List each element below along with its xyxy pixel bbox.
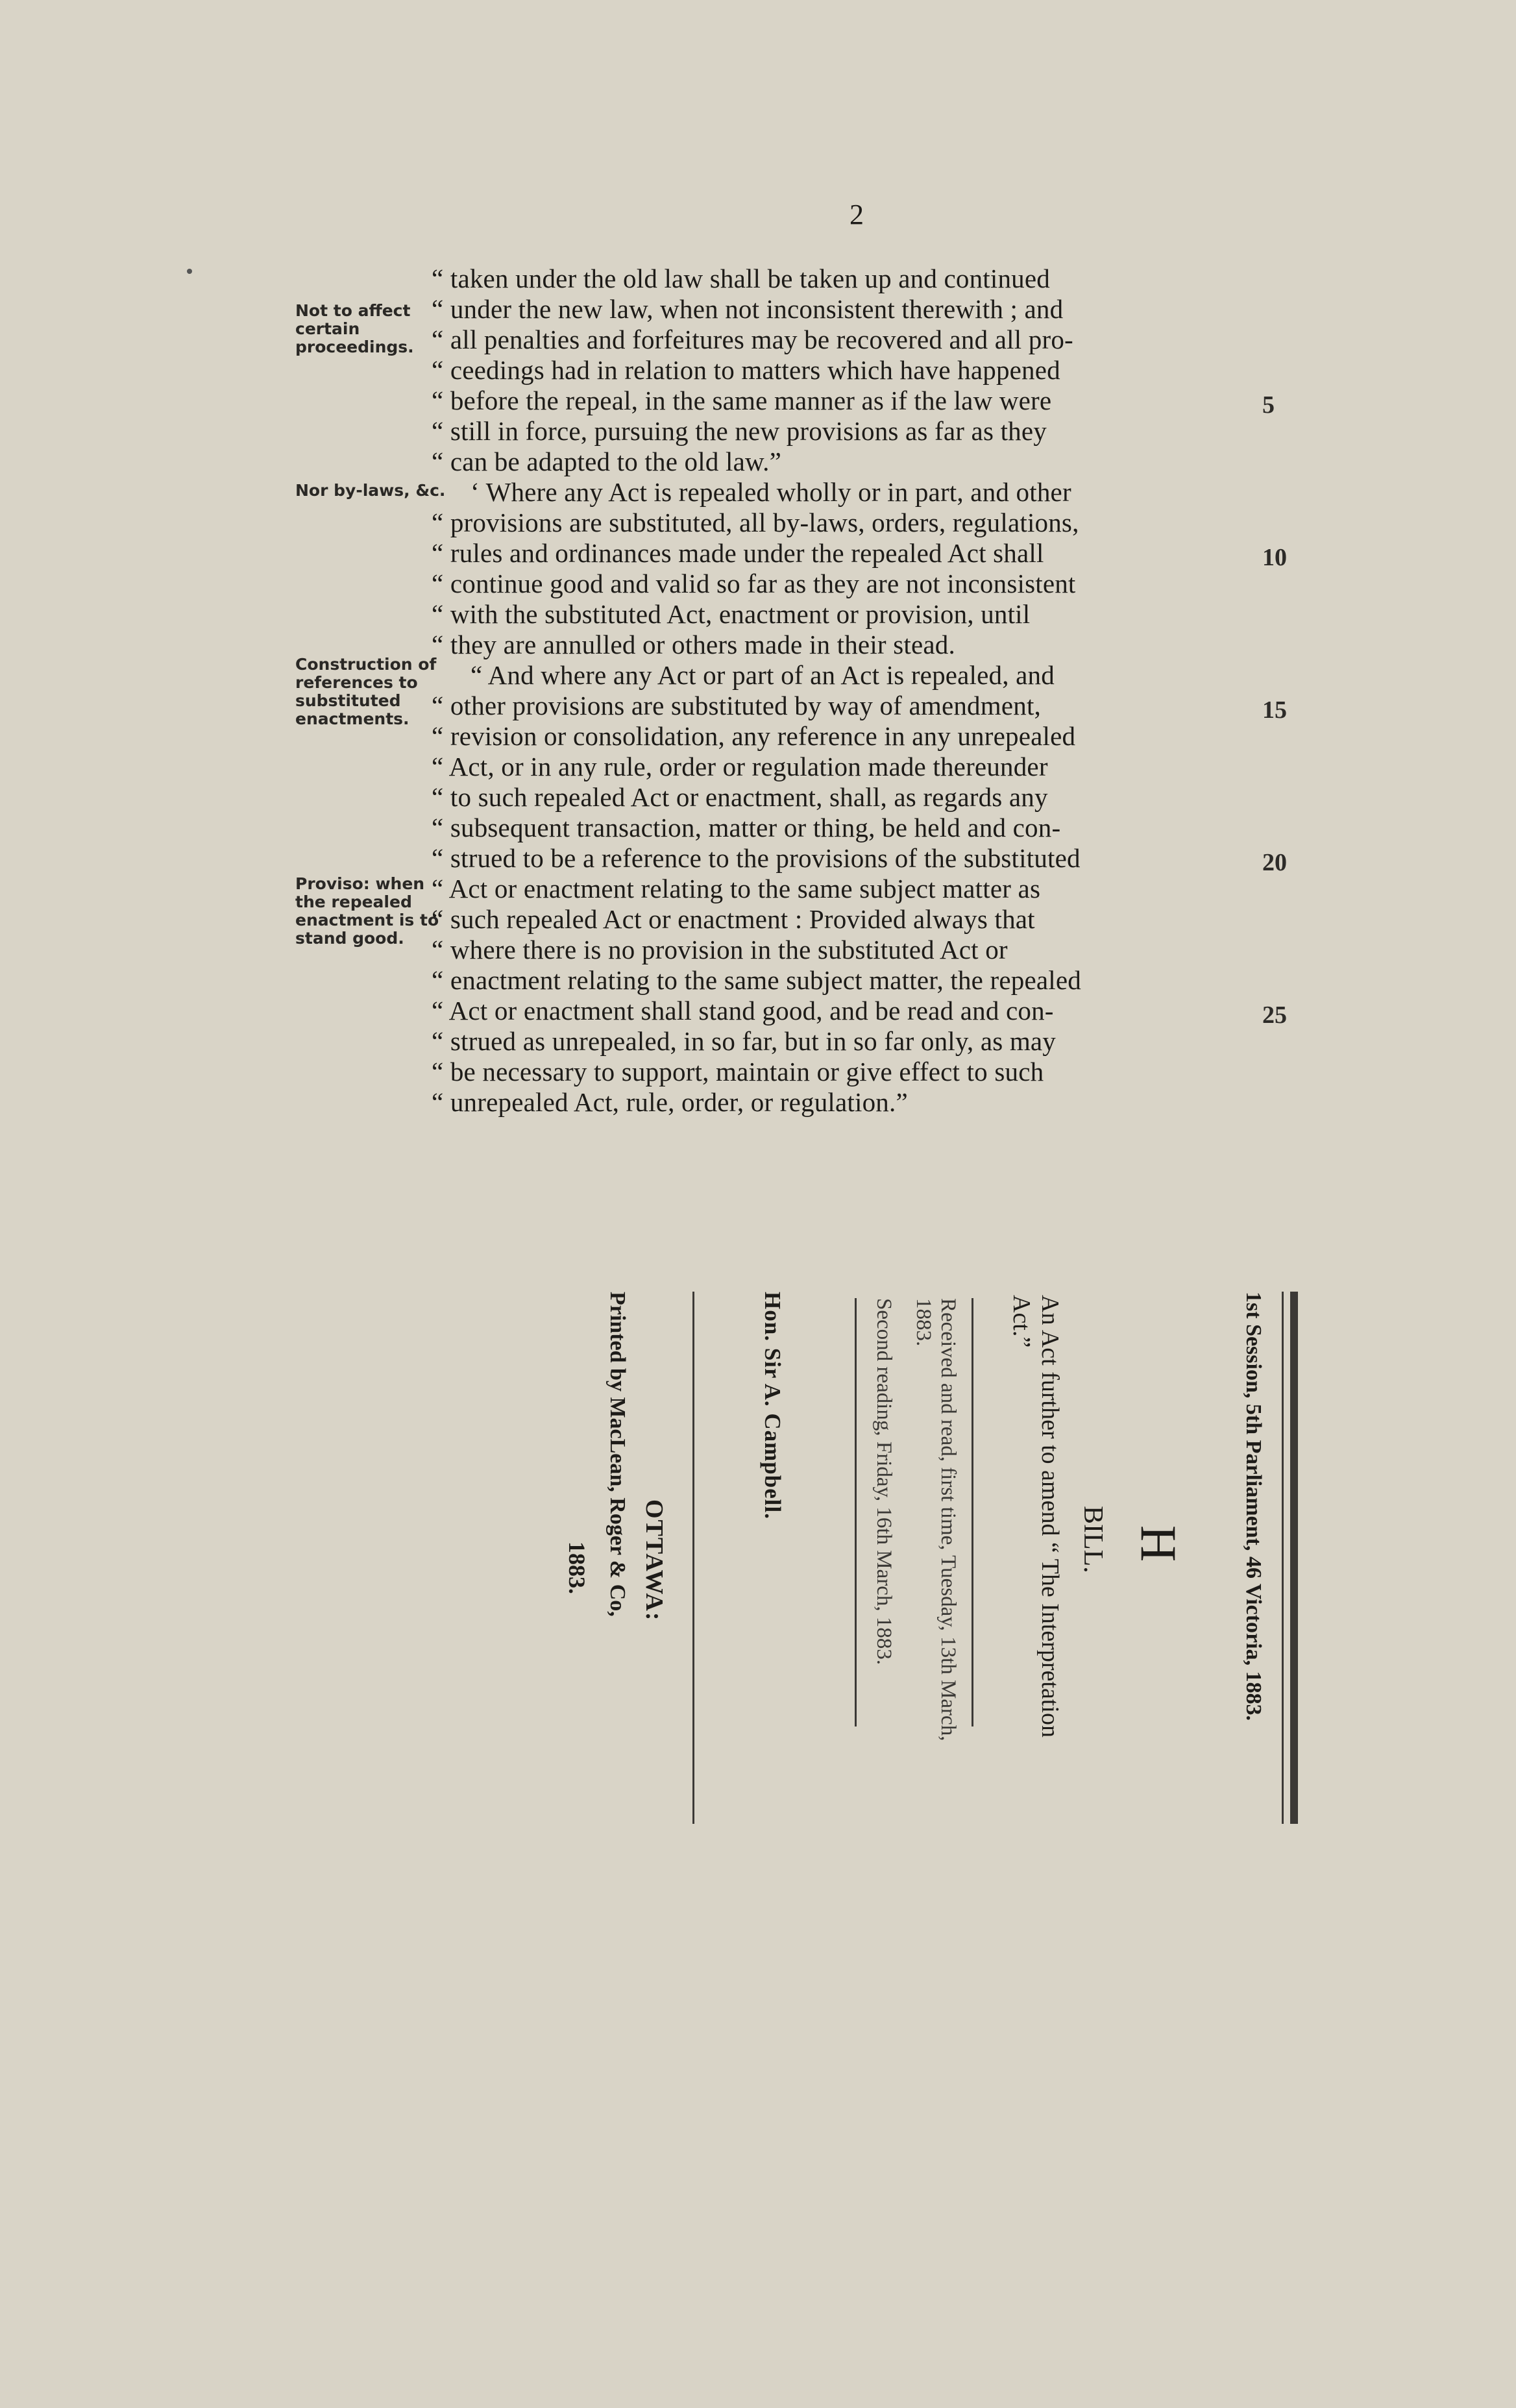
second-reading-note: Second reading, Friday, 16th March, 1883. (872, 1298, 896, 1665)
cover-divider (972, 1298, 973, 1726)
bill-back-cover (208, 1292, 1278, 2408)
text-line: “ enactment relating to the same subject matter, the repealed (432, 965, 1081, 995)
line-number-10: 10 (1262, 544, 1287, 571)
imprint-printer: Printed by MacLean, Roger & Co, (605, 1292, 630, 1617)
text-line: “ subsequent transaction, matter or thing, be held and con- (432, 813, 1061, 842)
text-line: “ rules and ordinances made under the repealed Act shall (432, 538, 1044, 568)
text-line: “ strued as unrepealed, in so far, but in so far only, as may (432, 1026, 1057, 1056)
line-number-25: 25 (1262, 1001, 1287, 1029)
line-number-5: 5 (1262, 391, 1275, 419)
text-line: “ be necessary to support, maintain or give effect to such (432, 1057, 1044, 1087)
text-line: “ where there is no provision in the substituted Act or (432, 935, 1008, 964)
text-line: “ such repealed Act or enactment : Provided always that (432, 904, 1035, 934)
cover-rule (1282, 1292, 1284, 1824)
imprint-year: 1883. (564, 1542, 590, 1594)
bill-title: An Act further to amend “ The Interpretation Act.” (1008, 1295, 1064, 1738)
line-number-15: 15 (1262, 696, 1287, 724)
text-line: “ taken under the old law shall be taken up and continued (432, 264, 1050, 293)
cover-divider (692, 1292, 694, 1824)
rotated-cover-block (208, 1292, 1278, 1941)
text-line: “ all penalties and forfeitures may be recovered and all pro- (432, 325, 1073, 354)
cover-top-rule (1290, 1292, 1298, 1824)
bill-label: BILL. (1078, 1506, 1108, 1573)
text-line: “ other provisions are substituted by way of amendment, (432, 691, 1041, 720)
text-line: “ continue good and valid so far as they are not inconsistent (432, 569, 1076, 598)
text-line: “ unrepealed Act, rule, order, or regulation.” (432, 1087, 908, 1117)
first-reading-note: Received and read, first time, Tuesday, 13th March, 1883. (912, 1298, 960, 1741)
text-line: “ with the substituted Act, enactment or provision, until (432, 599, 1031, 629)
text-line: ‘ Where any Act is repealed wholly or in part, and other (471, 477, 1071, 507)
imprint-city: OTTAWA: (641, 1499, 668, 1622)
text-line: “ still in force, pursuing the new provisions as far as they (432, 416, 1047, 446)
bill-letter: H (1131, 1525, 1187, 1562)
text-line: “ to such repealed Act or enactment, shall, as regards any (432, 782, 1048, 812)
text-line: “ they are annulled or others made in their stead. (432, 630, 955, 659)
text-line: “ before the repeal, in the same manner as if the law were (432, 386, 1052, 415)
text-line: “ provisions are substituted, all by-laws, orders, regulations, (432, 508, 1079, 537)
line-number-20: 20 (1262, 849, 1287, 876)
text-line: “ Act, or in any rule, order or regulation made thereunder (432, 752, 1048, 781)
margin-note-proviso: Proviso: when the repealed enactment is to stand good. (295, 874, 439, 948)
text-line: “ Act or enactment relating to the same subject matter as (432, 874, 1041, 903)
session-header: 1st Session, 5th Parliament, 46 Victoria, 1883. (1241, 1292, 1265, 1721)
text-line: “ revision or consolidation, any reference in any unrepealed (432, 721, 1076, 751)
ink-dot (187, 269, 192, 274)
text-line: “ And where any Act or part of an Act is repealed, and (471, 660, 1055, 690)
bill-sponsor: Hon. Sir A. Campbell. (760, 1292, 785, 1519)
text-line: “ Act or enactment shall stand good, and be read and con- (432, 996, 1054, 1026)
page-number: 2 (850, 199, 864, 230)
margin-note-proceedings: Not to affect certain proceedings. (295, 301, 414, 356)
cover-divider (855, 1298, 857, 1726)
text-line: “ can be adapted to the old law.” (432, 447, 781, 476)
margin-note-bylaws: Nor by-laws, &c. (295, 481, 446, 500)
text-line: “ strued to be a reference to the provisions of the substituted (432, 843, 1081, 873)
margin-note-construction: Construction of references to substituted enactments. (295, 655, 437, 728)
text-line: “ under the new law, when not inconsistent therewith ; and (432, 294, 1064, 324)
text-line: “ ceedings had in relation to matters which have happened (432, 355, 1060, 385)
